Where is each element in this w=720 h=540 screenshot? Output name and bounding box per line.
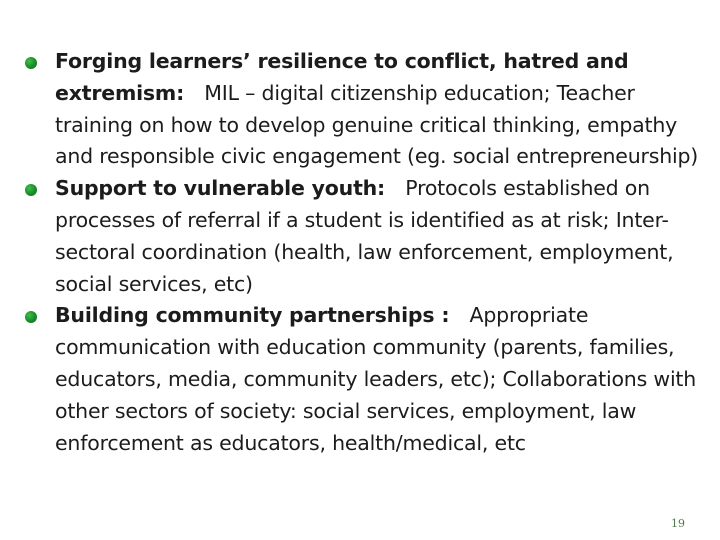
bullet-text: MIL – digital citizenship education; Teacher training on how to develop genuine critical thinking, empathy and responsible civic engagement (eg. social entrepreneurship): [55, 80, 699, 169]
bullet-heading: Support to vulnerable youth:: [55, 176, 399, 201]
bullet-heading: Forging learners’ resilience to conflict, hatred and extremism:: [55, 49, 636, 105]
bullet-text: Protocols established on processes of referral if a student is identified as at risk; Inter-sectoral coordination (health, law enforcement, employment, social services, etc): [55, 176, 674, 296]
page-number: 19: [671, 517, 685, 530]
bullet-dot-icon: [25, 184, 37, 196]
bullet-list: [22, 46, 712, 459]
bullet-item-community-partnerships: [22, 300, 712, 459]
bullet-dot-icon: [25, 311, 37, 323]
bullet-item-resilience: [22, 46, 712, 173]
bullet-dot-icon: [25, 57, 37, 69]
bullet-item-vulnerable-youth: [22, 173, 712, 300]
bullet-text: Appropriate communication with education community (parents, families, educators, media, community leaders, etc); Collaborations with other sectors of society: social services, employment, law enforcement as educators, health/medical, etc: [55, 303, 697, 455]
bullet-heading: Building community partnerships :: [55, 303, 464, 328]
